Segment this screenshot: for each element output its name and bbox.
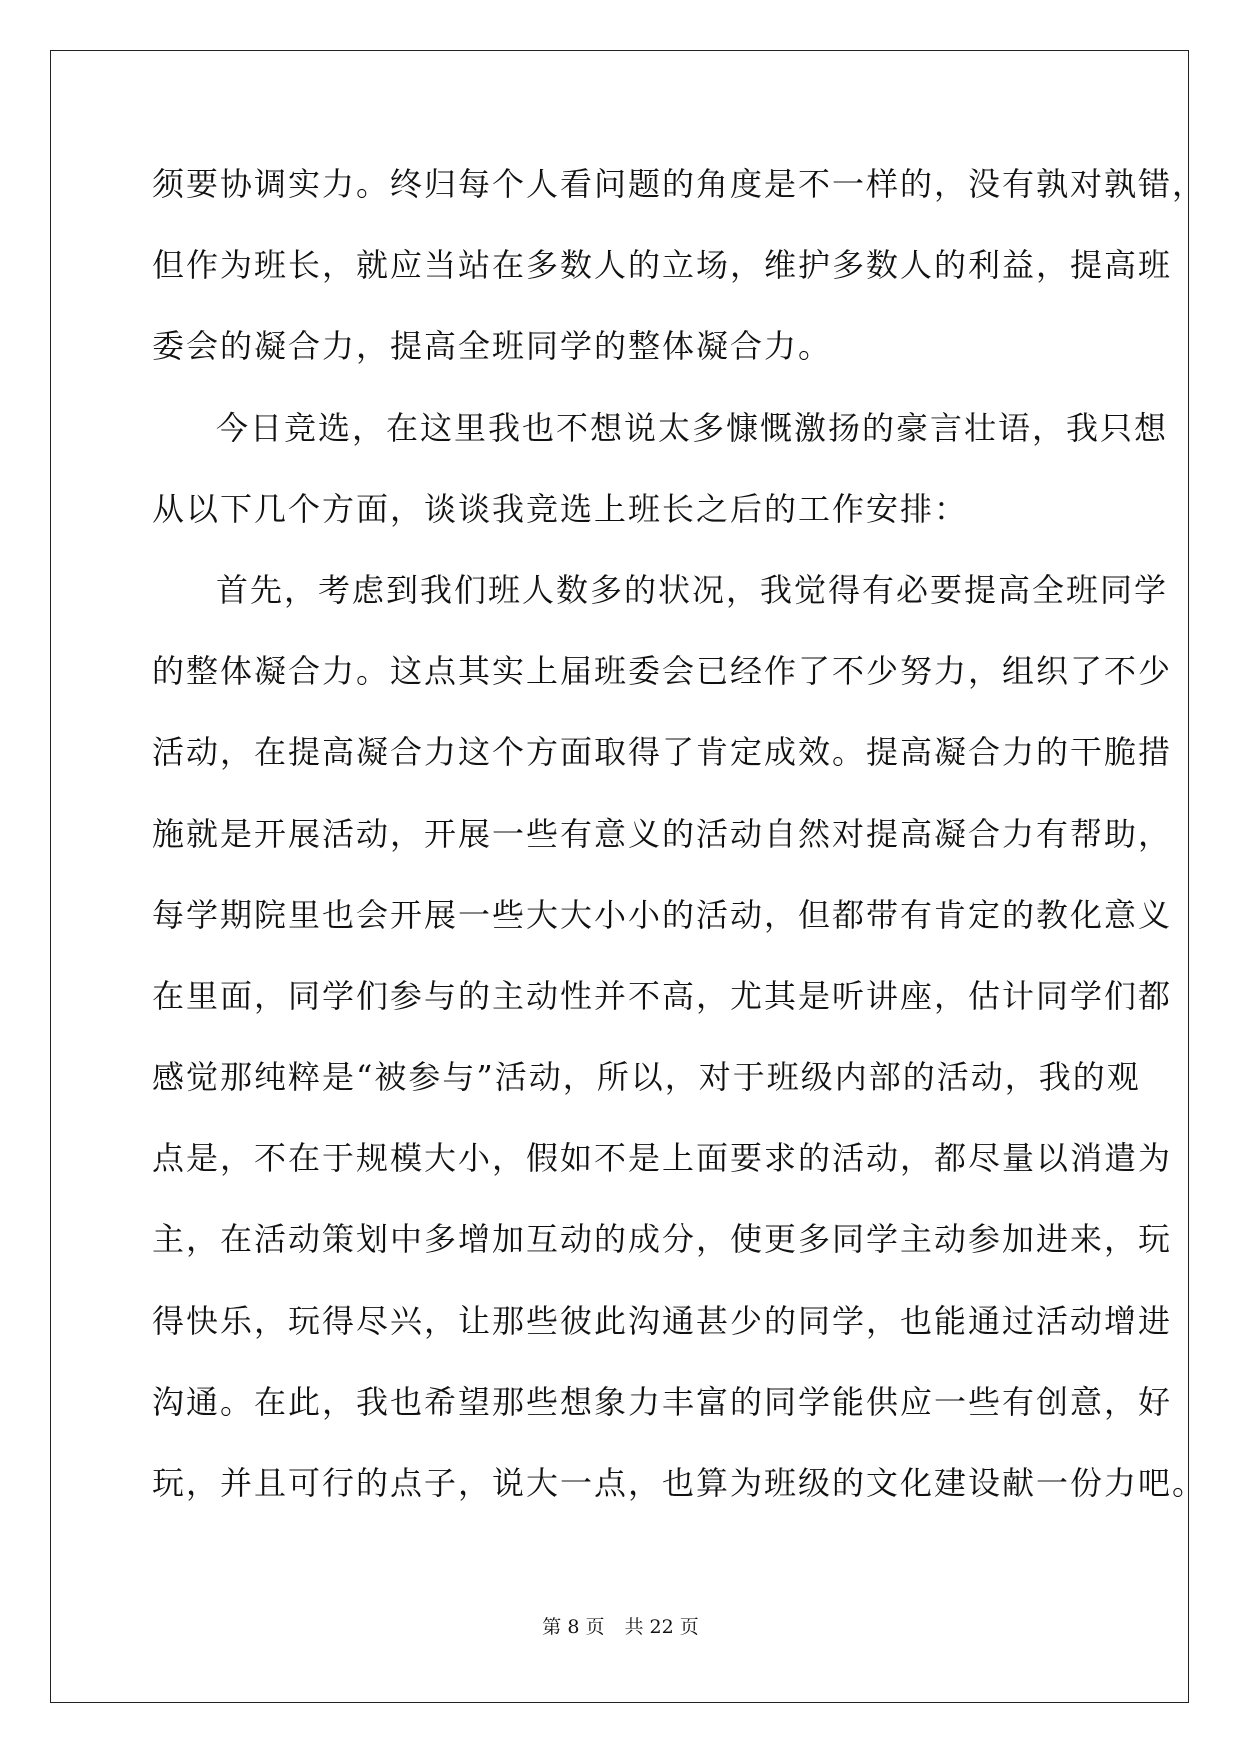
text-line: 点是，不在于规模大小，假如不是上面要求的活动，都尽量以消遣为: [152, 1139, 1173, 1178]
page-footer: [0, 1612, 1241, 1639]
text-line: 主，在活动策划中多增加互动的成分，使更多同学主动参加进来，玩: [152, 1220, 1173, 1259]
text-line: 委会的凝合力，提高全班同学的整体凝合力。: [152, 327, 833, 366]
text-line: 活动，在提高凝合力这个方面取得了肯定成效。提高凝合力的干脆措: [152, 733, 1173, 772]
text-line: 的整体凝合力。这点其实上届班委会已经作了不少努力，组织了不少: [152, 652, 1173, 691]
text-line: 但作为班长，就应当站在多数人的立场，维护多数人的利益，提高班: [152, 246, 1173, 285]
page-number: 第 8 页: [542, 1616, 605, 1638]
text-line: 在里面，同学们参与的主动性并不高，尤其是听讲座，估计同学们都: [152, 976, 1173, 1015]
document-body: [152, 160, 1207, 1540]
text-line: 每学期院里也会开展一些大大小小的活动，但都带有肯定的教化意义: [152, 895, 1173, 934]
text-line: 施就是开展活动，开展一些有意义的活动自然对提高凝合力有帮助，: [152, 814, 1173, 853]
text-line: 须要协调实力。终归每个人看问题的角度是不一样的，没有孰对孰错，: [152, 165, 1207, 203]
text-line: 得快乐，玩得尽兴，让那些彼此沟通甚少的同学，也能通过活动增进: [152, 1301, 1173, 1340]
text-line: 从以下几个方面，谈谈我竞选上班长之后的工作安排：: [152, 489, 969, 528]
page-total: 共 22 页: [624, 1616, 699, 1638]
text-line: 玩，并且可行的点子，说大一点，也算为班级的文化建设献一份力吧。: [152, 1464, 1207, 1502]
paragraph-first-line: 今日竞选，在这里我也不想说太多慷慨激扬的豪言壮语，我只想: [216, 408, 1169, 447]
text-line: 感觉那纯粹是“被参与”活动，所以，对于班级内部的活动，我的观: [152, 1058, 1141, 1097]
text-line: 沟通。在此，我也希望那些想象力丰富的同学能供应一些有创意，好: [152, 1382, 1173, 1421]
paragraph-first-line: 首先，考虑到我们班人数多的状况，我觉得有必要提高全班同学: [216, 570, 1169, 609]
